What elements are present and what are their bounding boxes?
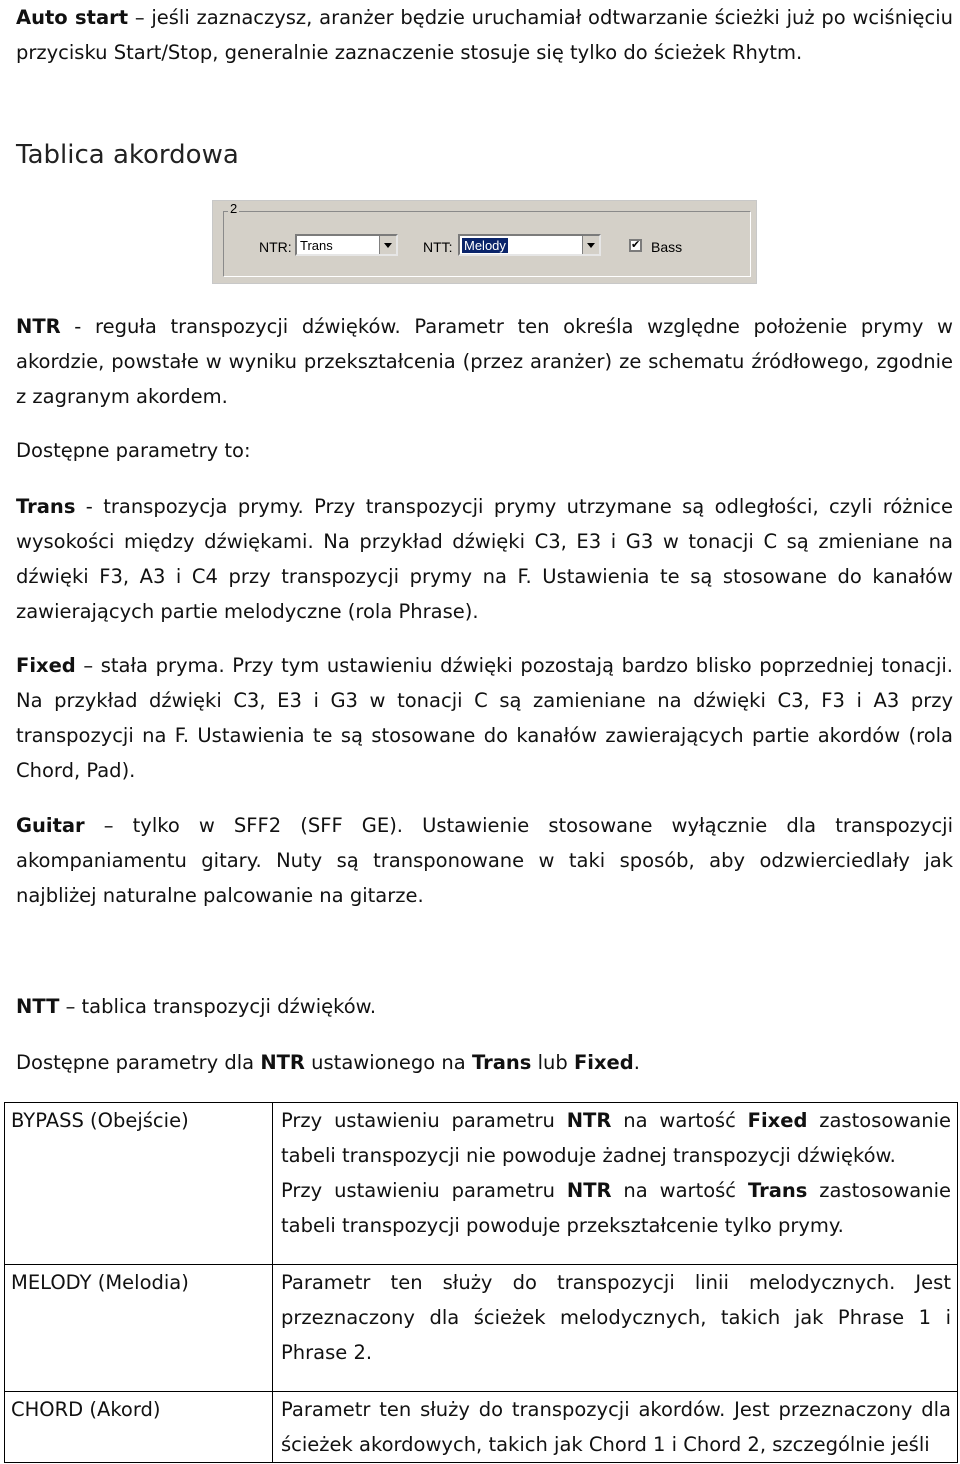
ntt-text: – tablica transpozycji dźwięków. xyxy=(59,995,377,1018)
fixed-text: – stała pryma. Przy tym ustawieniu dźwięki pozostają bardzo blisko poprzedniej tonacji. Na przykład dźwięki C3, E3 i G3 w tonacji C są zamieniane na dźwięki C3, F3 i A3 przy transpozycji na F. Ustawienia te są stosowane do kanałów zawierających partie akordów (rola Chord, Pad). xyxy=(16,654,953,782)
bass-label: Bass xyxy=(651,239,683,255)
bypass-desc-bold: NTR xyxy=(566,1109,612,1132)
param-desc-cell xyxy=(273,1265,958,1392)
ntt-term: NTT xyxy=(16,995,60,1018)
available-params-line: Dostępne parametry to: xyxy=(16,439,251,462)
param-name: MELODY (Melodia) xyxy=(11,1271,189,1294)
bypass-desc-text: Przy ustawieniu parametru xyxy=(281,1179,567,1202)
bypass-desc-bold: Fixed xyxy=(747,1109,808,1132)
bypass-desc-bold: NTR xyxy=(566,1179,612,1202)
guitar-term: Guitar xyxy=(16,814,85,837)
param-desc-cell xyxy=(273,1103,958,1265)
available-ntr-params-line xyxy=(16,1045,640,1080)
ntt-label: NTT: xyxy=(423,239,453,255)
ntr-text: - reguła transpozycji dźwięków. Parametr ten określa względne położenie prymy w akordzie, powstałe w wyniku przekształcenia (przez aranżer) ze schematu źródłowego, zgodnie z zagranym akordem. xyxy=(16,315,953,408)
guitar-text: – tylko w SFF2 (SFF GE). Ustawienie stosowane wyłącznie dla transpozycji akompaniamentu gitary. Nuty są transponowane w taki sposób, aby odzwierciedlały jak najbliżej naturalne palcowanie na gitarze. xyxy=(16,814,953,907)
param-name: BYPASS (Obejście) xyxy=(11,1109,189,1132)
avail2-text-4: . xyxy=(633,1051,640,1074)
ntt-parameters-table xyxy=(4,1102,958,1463)
bypass-desc-text: zastosowanie tabeli transpozycji nie powoduje żadnej transpozycji dźwięków. xyxy=(281,1109,951,1167)
auto-start-term: Auto start xyxy=(16,6,129,29)
bypass-desc-trans xyxy=(281,1173,951,1243)
trans-paragraph xyxy=(16,489,953,629)
param-desc: Parametr ten służy do transpozycji linii melodycznych. Jest przeznaczony dla ścieżek melodycznych, takich jak Phrase 1 i Phrase 2. xyxy=(281,1271,951,1364)
bass-checkbox[interactable]: ✔ xyxy=(631,239,641,251)
section-heading: Tablica akordowa xyxy=(16,140,239,170)
table-row xyxy=(5,1265,958,1392)
bypass-desc-text: zastosowanie tabeli transpozycji powoduje przekształcenie tylko prymy. xyxy=(281,1179,951,1237)
ntt-paragraph xyxy=(16,989,376,1024)
param-desc-cell xyxy=(273,1392,958,1463)
avail2-bold-2: Trans xyxy=(471,1051,532,1074)
bypass-desc-text: na wartość xyxy=(611,1179,748,1202)
ntr-value: Trans xyxy=(300,238,333,253)
fixed-term: Fixed xyxy=(16,654,76,677)
ntr-dropdown-arrow-icon[interactable] xyxy=(379,236,396,254)
avail2-text-3: lub xyxy=(531,1051,574,1074)
ntr-label: NTR: xyxy=(259,239,292,255)
ntr-term: NTR xyxy=(16,315,61,338)
auto-start-paragraph xyxy=(16,0,953,70)
avail2-bold-3: Fixed xyxy=(573,1051,634,1074)
param-desc: Parametr ten służy do transpozycji akordów. Jest przeznaczony dla ścieżek akordowych, takich jak Chord 1 i Chord 2, szczególnie jeśli xyxy=(281,1398,951,1456)
fixed-paragraph xyxy=(16,648,953,788)
table-row xyxy=(5,1392,958,1463)
param-name-cell xyxy=(5,1392,273,1463)
param-name-cell xyxy=(5,1265,273,1392)
table-row xyxy=(5,1103,958,1265)
chord-table-screenshot xyxy=(212,200,757,284)
bypass-desc-text: na wartość xyxy=(611,1109,748,1132)
bypass-desc-fixed xyxy=(281,1103,951,1173)
group-label: 2 xyxy=(230,201,238,216)
bypass-desc-text: Przy ustawieniu parametru xyxy=(281,1109,567,1132)
ntt-dropdown-arrow-icon[interactable] xyxy=(582,236,599,254)
ntt-select[interactable] xyxy=(458,234,601,256)
trans-term: Trans xyxy=(16,495,76,518)
bypass-desc-bold: Trans xyxy=(747,1179,808,1202)
avail2-bold-1: NTR xyxy=(260,1051,305,1074)
avail2-text-1: Dostępne parametry dla xyxy=(16,1051,261,1074)
param-name: CHORD (Akord) xyxy=(11,1398,161,1421)
ntr-paragraph xyxy=(16,309,953,414)
trans-text: - transpozycja prymy. Przy transpozycji prymy utrzymane są odległości, czyli różnice wysokości między dźwiękami. Na przykład dźwięki C3, E3 i G3 w tonacji C są zmieniane na dźwięki F3, A3 i C4 przy transpozycji prymy na F. Ustawienia te są stosowane do kanałów zawierających partie melodyczne (rola Phrase). xyxy=(16,495,953,623)
avail2-text-2: ustawionego na xyxy=(304,1051,472,1074)
auto-start-text: – jeśli zaznaczysz, aranżer będzie uruchamiał odtwarzanie ścieżki już po wciśnięciu przycisku Start/Stop, generalnie zaznaczenie stosuje się tylko do ścieżek Rhytm. xyxy=(16,6,953,64)
ntr-select[interactable] xyxy=(295,234,398,256)
guitar-paragraph xyxy=(16,808,953,913)
ntt-value: Melody xyxy=(464,238,506,253)
param-name-cell xyxy=(5,1103,273,1265)
